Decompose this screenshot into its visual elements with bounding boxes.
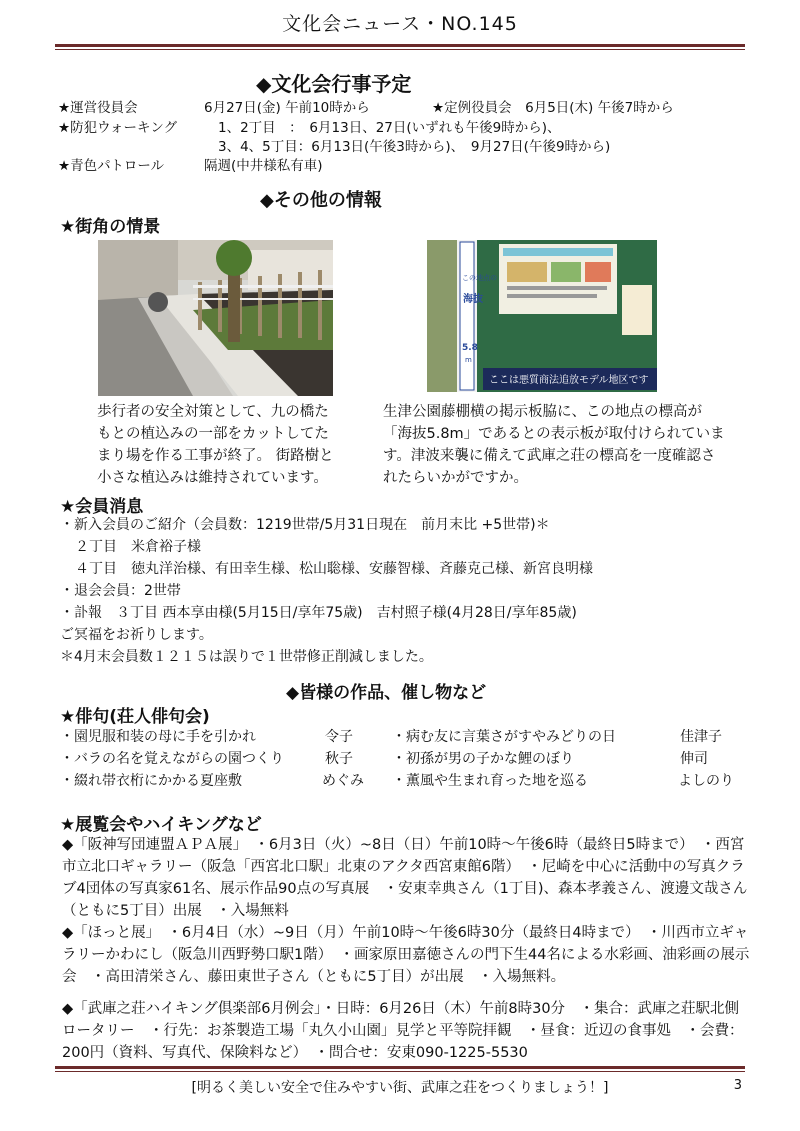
event-schedule: 3、4、5丁目：6月13日(午後3時から)、 9月27日(午後9時から) — [218, 139, 611, 155]
exhibits-heading: ★展覧会やハイキングなど — [60, 815, 262, 835]
event-schedule: 1、2丁目 ： 6月13日、27日(いずれも午後9時から)、 — [218, 120, 561, 136]
members-line: ＊4月末会員数１２１５は誤りで１世帯修正削減しました。 — [60, 649, 433, 665]
event-schedule: 隔週(中井様私有車) — [204, 158, 323, 174]
members-line: ・新入会員のご紹介（会員数：1219世帯/5月31日現在 前月末比 +5世帯)＊ — [60, 517, 550, 533]
street-planting-photo — [98, 240, 333, 396]
sign-text: この地点の — [462, 274, 497, 282]
footer-divider-thin — [55, 1071, 745, 1072]
bulletin-board-photo — [427, 240, 657, 392]
footer-divider — [55, 1066, 745, 1069]
members-line: ・退会会員：2世帯 — [60, 583, 181, 599]
page-number: 3 — [733, 1078, 742, 1093]
members-heading: ★会員消息 — [60, 497, 144, 517]
street-scene-heading: ★街角の情景 — [60, 217, 161, 237]
members-line: ４丁目 徳丸洋治様、有田幸生様、松山聡様、安藤智様、斉藤克己様、新宮良明様 — [75, 561, 593, 577]
events-title: ◆文化会行事予定 — [256, 72, 412, 96]
works-title: ◆皆様の作品、催し物など — [286, 683, 487, 703]
exhibit-item: ◆「阪神写団連盟ＡＰＡ展」 ・6月3日（火）~8日（日）午前10時～午後6時（最終日5時まで） ・西宮市立北口ギャラリー（阪急「西宮北口駅」北東のアクタ西宮東館6階） ・尼崎を中心に活動中の写真クラブ4団体の写真家61名、展示作品90点の写真展 ・安東幸典さん（1丁目)、森本孝義さん、渡邊文哉さん（ともに5丁目）出展 ・入場無料 — [62, 837, 748, 919]
members-line: ・訃報 ３丁目 西本享由様(5月15日/享年75歳) 吉村照子様(4月28日/享年85歳) — [60, 605, 577, 621]
street-planting-illustration — [98, 240, 333, 396]
event-date: 6月27日(金) 午前10時から — [204, 100, 370, 116]
haiku-poem: ・薫風や生まれ育った地を巡る — [392, 773, 588, 789]
other-info-title: ◆その他の情報 — [260, 190, 382, 211]
exhibit-item: ◆「武庫之荘ハイキング倶楽部6月例会」・日時：6月26日（木）午前8時30分 ・集合：武庫之荘駅北側ロータリー ・行先：お茶製造工場「丸久小山園」見学と平等院拝観 ・昼食：近辺の食事処 ・会費：200円（資料、写真代、保険料など） ・問合せ：安東090-1225-5530 — [62, 1001, 744, 1061]
photo2-caption: 生津公園藤棚横の掲示板脇に、この地点の標高が「海抜5.8m」であるとの表示板が取付けられています。津波来襲に備えて武庫之荘の標高を一度確認されたらいかがですか。 — [383, 404, 725, 486]
newsletter-title: 文化会ニュース・NO.145 — [282, 13, 518, 35]
event-label: ★青色パトロール — [58, 158, 165, 174]
footer-slogan: [明るく美しい安全で住みやすい街、武庫之荘をつくりましょう！] — [191, 1080, 609, 1096]
sign-text: m — [465, 356, 472, 364]
haiku-author: 秋子 — [325, 751, 353, 767]
haiku-author: 令子 — [325, 729, 353, 745]
header-divider-thin — [55, 49, 745, 50]
photo1-caption: 歩行者の安全対策として、九の橋たもとの植込みの一部をカットしてたまり場を作る工事が終了。 街路樹と小さな植込みは維持されています。 — [97, 404, 334, 486]
haiku-heading: ★俳句(荘人俳句会) — [60, 707, 210, 727]
members-line: ２丁目 米倉裕子様 — [75, 539, 201, 555]
members-line: ご冥福をお祈りします。 — [60, 627, 213, 643]
haiku-author: よしのり — [678, 773, 734, 789]
board-banner-text: ここは悪質商法追放モデル地区です — [489, 375, 649, 386]
haiku-poem: ・園児服和装の母に手を引かれ — [60, 729, 256, 745]
header-divider — [55, 44, 745, 47]
bulletin-board-illustration — [427, 240, 657, 392]
exhibit-item: ◆「ほっと展」 ・6月4日（水）~9日（月）午前10時～午後6時30分（最終日4時まで） ・川西市立ギャラリーかわにし（阪急川西野勢口駅1階） ・画家原田嘉徳さんの門下生44名による水彩画、油彩画の展示会 ・高田清栄さん、藤田東世子さん（ともに5丁目）が出展 ・入場無料。 — [62, 925, 750, 985]
haiku-author: 佳津子 — [680, 729, 722, 745]
event-meeting: ★定例役員会 6月5日(木) 午後7時から — [432, 100, 674, 116]
event-label: ★防犯ウォーキング — [58, 120, 178, 136]
sign-text: 海抜 — [463, 294, 483, 305]
haiku-poem: ・バラの名を覚えながらの園つくり — [60, 751, 284, 767]
haiku-poem: ・病む友に言葉さがすやみどりの日 — [392, 729, 616, 745]
sign-text: 5.8 — [462, 343, 478, 353]
haiku-poem: ・初孫が男の子かな鯉のぼり — [392, 751, 574, 767]
haiku-author: めぐみ — [322, 773, 364, 789]
event-label: ★運営役員会 — [58, 100, 138, 116]
haiku-author: 伸司 — [680, 751, 708, 767]
haiku-poem: ・綴れ帯衣桁にかかる夏座敷 — [60, 773, 242, 789]
